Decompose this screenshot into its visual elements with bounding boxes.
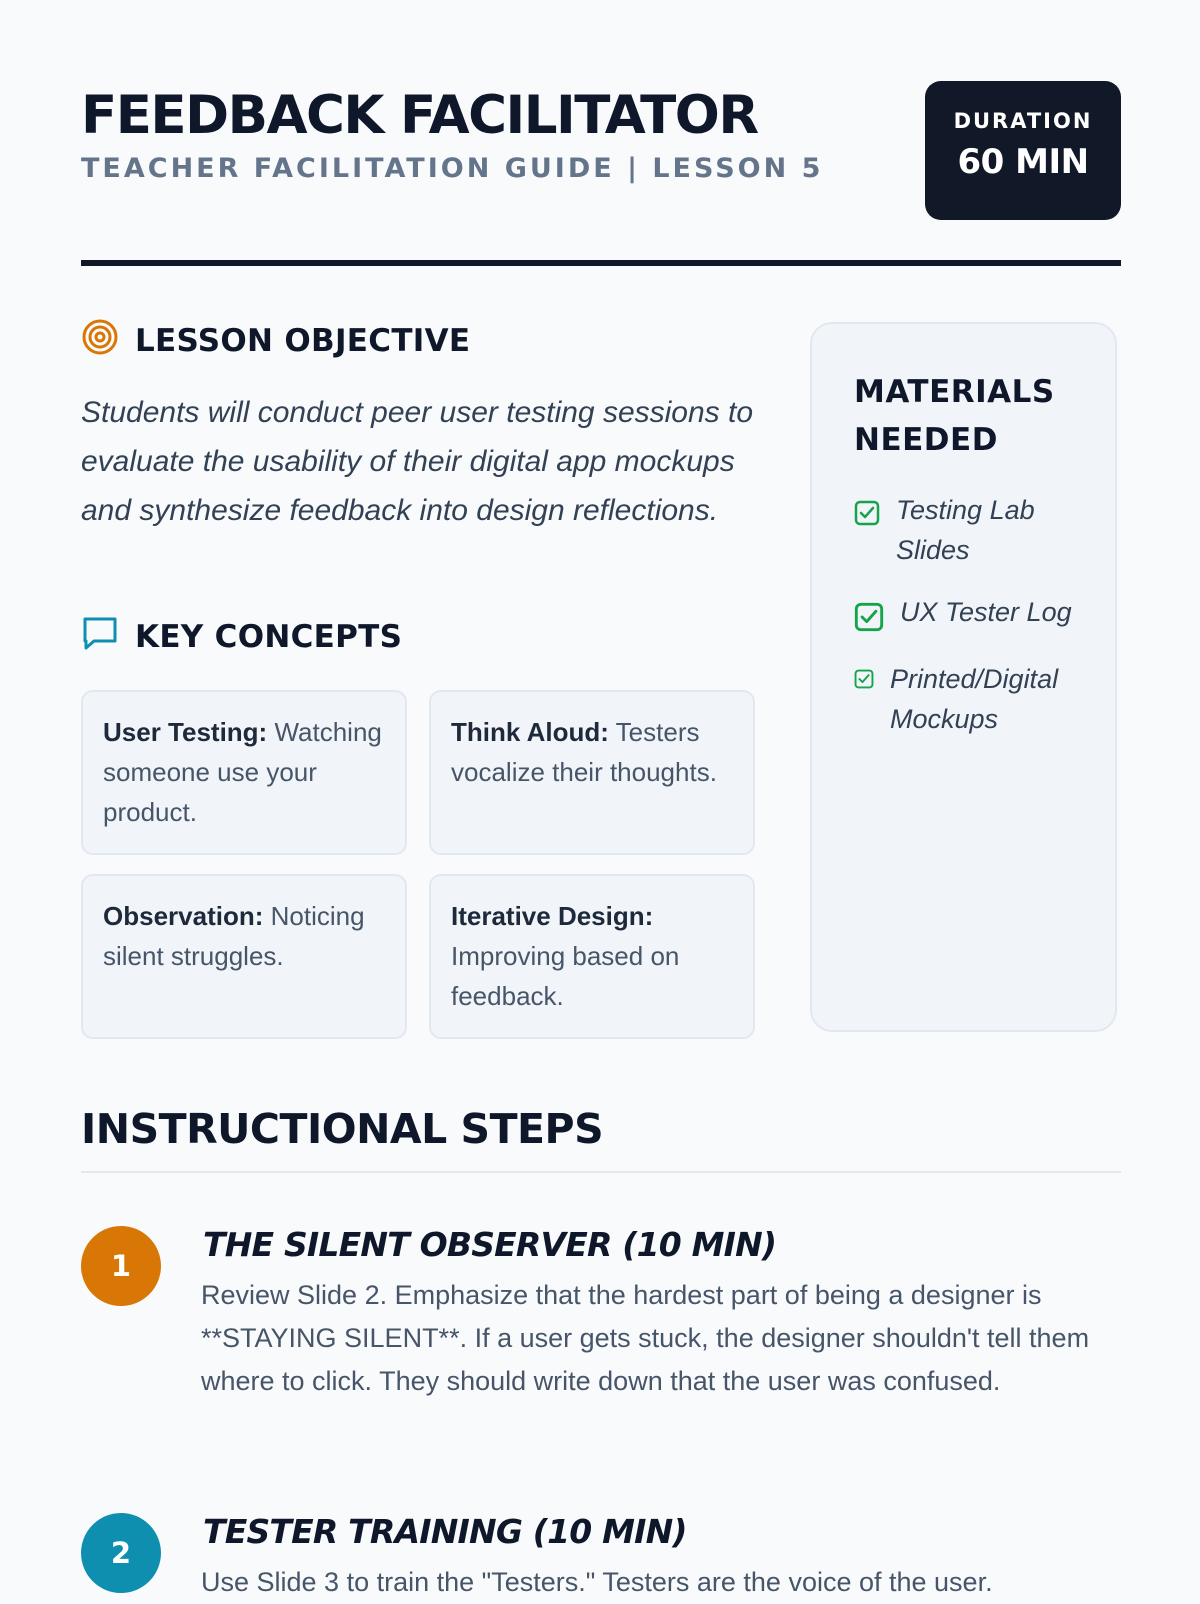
concepts-grid [81, 690, 756, 1035]
concept-term: Think Aloud: [451, 717, 609, 747]
step-number-badge: 2 [81, 1513, 161, 1593]
step-number-badge: 1 [81, 1226, 161, 1306]
step-title: THE SILENT OBSERVER (10 MIN) [203, 1225, 777, 1264]
concept-card [81, 874, 407, 1039]
page-title: FEEDBACK FACILITATOR [81, 85, 758, 146]
concept-definition: Noticing silent struggles. [103, 901, 365, 971]
objective-text: Students will conduct peer user testing sessions to evaluate the usability of their digital app mockups and synthesize feedback into design reflections. [81, 396, 754, 527]
material-label: UX Tester Log [900, 597, 1072, 627]
material-item [854, 592, 1075, 637]
concept-term: User Testing: [103, 717, 268, 747]
header-divider [81, 260, 1121, 266]
checkbox-icon [854, 592, 884, 637]
concept-definition: Watching someone use your product. [103, 717, 382, 827]
concept-card [429, 874, 755, 1039]
objective-heading [81, 318, 470, 364]
concept-term: Iterative Design: [451, 901, 654, 931]
step-title: TESTER TRAINING (10 MIN) [203, 1512, 687, 1551]
materials-list [854, 490, 1075, 739]
material-item [854, 490, 1075, 570]
step-description: Review Slide 2. Emphasize that the hardest part of being a designer is **STAYING SILENT**. If a user gets stuck, the designer shouldn't tell them where to click. They should write down that the user was confused. [201, 1280, 1090, 1396]
target-icon [81, 318, 119, 364]
material-item [854, 659, 1075, 739]
duration-label: DURATION [953, 109, 1093, 133]
materials-panel [810, 322, 1117, 1032]
duration-badge [925, 81, 1121, 220]
checkbox-icon [854, 659, 874, 694]
checkbox-icon [854, 490, 880, 531]
steps-divider [81, 1171, 1121, 1173]
concept-term: Observation: [103, 901, 264, 931]
materials-heading: MATERIALS NEEDED [854, 374, 1055, 458]
concept-definition: Testers vocalize their thoughts. [451, 717, 717, 787]
concept-definition: Improving based on feedback. [451, 941, 680, 1011]
page-subtitle: TEACHER FACILITATION GUIDE | LESSON 5 [81, 153, 824, 184]
concepts-heading [81, 614, 402, 660]
concept-card [81, 690, 407, 855]
step-description: Use Slide 3 to train the "Testers." Testers are the voice of the user. [201, 1567, 993, 1597]
chat-bubble-icon [81, 614, 119, 660]
duration-value: 60 MIN [957, 142, 1089, 182]
concept-card [429, 690, 755, 855]
objective-heading-label: LESSON OBJECTIVE [135, 323, 471, 359]
material-label: Printed/Digital Mockups [890, 664, 1059, 734]
lesson-guide-page [81, 0, 1121, 1600]
material-label: Testing Lab Slides [896, 495, 1035, 565]
concepts-heading-label: KEY CONCEPTS [135, 619, 403, 655]
steps-heading: INSTRUCTIONAL STEPS [81, 1105, 604, 1153]
